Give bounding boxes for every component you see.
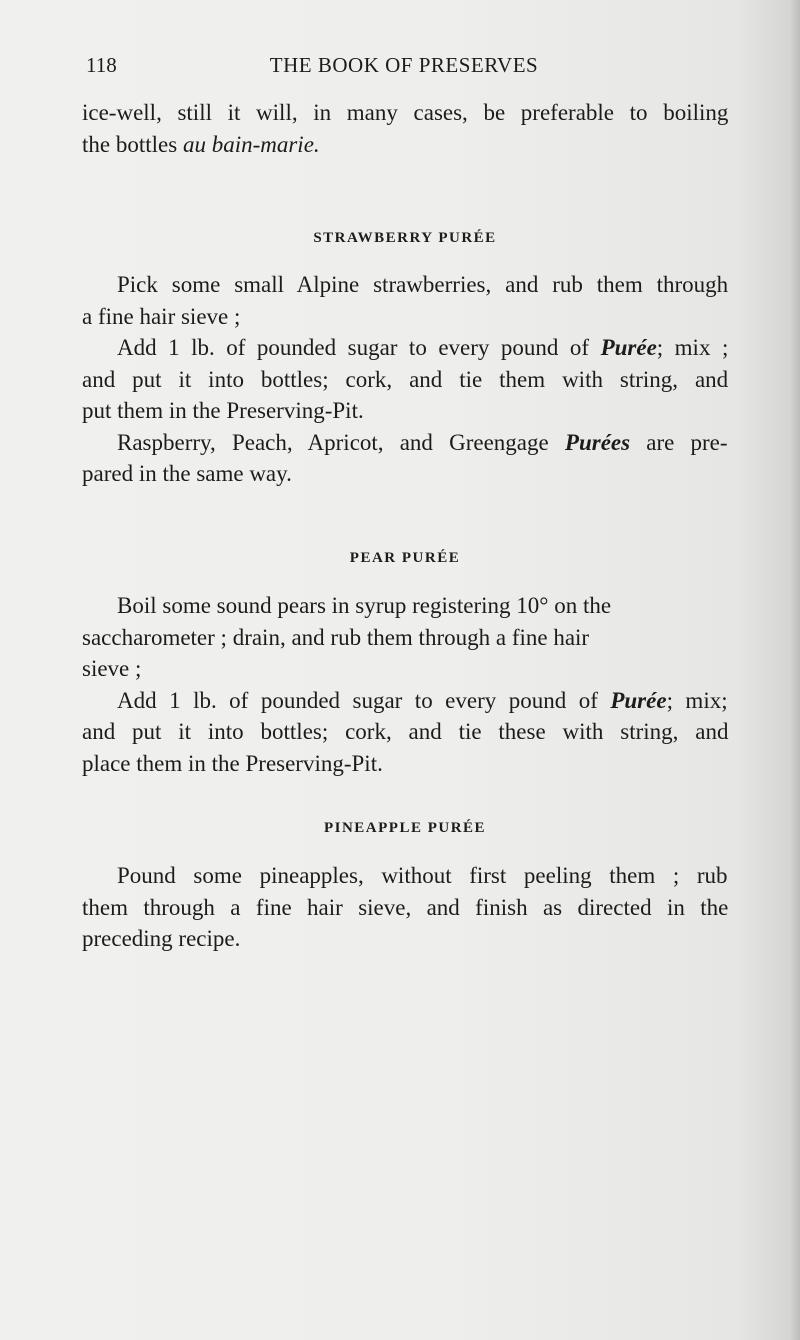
pineapple-text [82, 860, 728, 955]
page-edge-shadow [790, 0, 800, 1340]
section-heading-pear: PEAR PURÉE [349, 550, 461, 566]
intro-paragraph [82, 97, 728, 160]
text-line: ice-well, still it will, in many cases, be preferable to boiling [82, 100, 729, 125]
text-line: saccharometer ; drain, and rub them through a fine hair [82, 624, 590, 650]
text-line: Boil some sound pears in syrup registering 10° on the [117, 593, 612, 618]
text-line: and put it into bottles; cork, and tie these with string, and [82, 719, 729, 744]
italic-term: Purées [564, 429, 631, 455]
page-number: 118 [86, 53, 117, 77]
strawberry-text [82, 269, 728, 490]
text-line: the bottles au bain-marie. [82, 131, 320, 157]
text-line: put them in the Preserving-Pit. [82, 398, 364, 423]
text-line: and put it into bottles; cork, and tie them with string, and [82, 366, 729, 392]
text-line: place them in the Preserving-Pit. [82, 750, 383, 776]
italic-term: au bain-marie. [182, 131, 320, 157]
text-line: sieve ; [82, 656, 142, 681]
section-heading-strawberry: STRAWBERRY PURÉE [313, 230, 497, 246]
text-line: preceding recipe. [82, 926, 241, 951]
text-line: Pound some pineapples, without first peeling them ; rub [117, 863, 728, 888]
pear-text [82, 590, 728, 779]
running-head: THE BOOK OF PRESERVES [269, 53, 539, 77]
section-heading-pineapple: PINEAPPLE PURÉE [323, 820, 487, 836]
text-line: pared in the same way. [82, 461, 292, 486]
page-header [80, 50, 728, 80]
text-line: Add 1 lb. of pounded sugar to every pound of Purée; mix; [117, 687, 728, 713]
text-line: Raspberry, Peach, Apricot, and Greengage Purées are pre- [117, 429, 728, 455]
text-line: Pick some small Alpine strawberries, and rub them through [117, 272, 729, 297]
text-line: Add 1 lb. of pounded sugar to every pound of Purée; mix ; [117, 335, 729, 360]
italic-term: Purée [610, 687, 667, 713]
text-line: them through a fine hair sieve, and finish as directed in the [82, 894, 729, 920]
italic-term: Purée [600, 335, 657, 360]
text-line: a fine hair sieve ; [82, 303, 241, 329]
